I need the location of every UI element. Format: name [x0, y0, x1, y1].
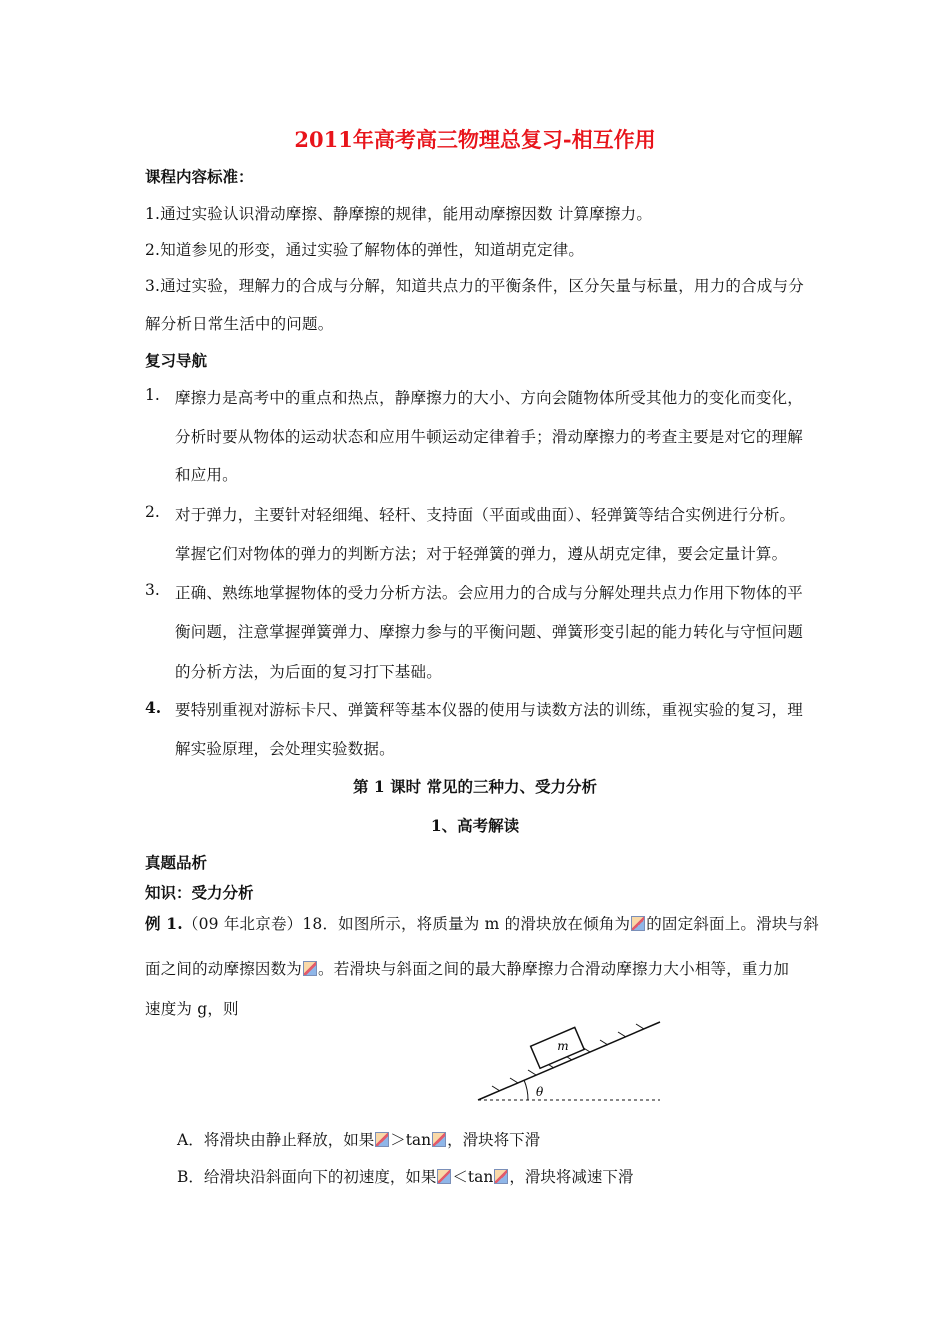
incline-figure	[470, 1020, 665, 1104]
mu-formula-image	[303, 961, 317, 976]
theta-formula-image	[494, 1169, 508, 1184]
lesson-subtitle: 1、高考解读	[430, 816, 520, 835]
example-text: （09 年北京卷）18．如图所示，将质量为 m 的滑块放在倾角为	[182, 915, 631, 933]
page-title: 2011年高考高三物理总复习-相互作用	[294, 127, 656, 152]
review-item-number: 4.	[145, 698, 162, 717]
mu-formula-image	[375, 1132, 389, 1147]
review-item-number: 3.	[145, 581, 160, 599]
angle-arc	[524, 1080, 528, 1100]
example-line	[145, 912, 819, 934]
mu-formula-image	[437, 1169, 451, 1184]
standards-item: 1.通过实验认识滑动摩擦、静摩擦的规律，能用动摩擦因数 计算摩擦力。	[145, 205, 653, 223]
review-item-line: 和应用。	[175, 466, 238, 484]
review-item-line: 分析时要从物体的运动状态和应用牛顿运动定律着手；滑动摩擦力的考查主要是对它的理解	[175, 428, 804, 446]
review-item-line: 衡问题，注意掌握弹簧弹力、摩擦力参与的平衡问题、弹簧形变引起的能力转化与守恒问题	[175, 623, 804, 641]
option-b: B．给滑块沿斜面向下的初速度，如果 ＜tan ，滑块将减速下滑	[177, 1168, 634, 1186]
example-line	[145, 957, 789, 979]
angle-label: θ	[536, 1085, 544, 1099]
standards-item: 2.知道参见的形变，通过实验了解物体的弹性，知道胡克定律。	[145, 241, 585, 259]
standards-item: 解分析日常生活中的问题。	[145, 315, 334, 333]
theta-formula-image	[432, 1132, 446, 1147]
review-item-line: 对于弹力，主要针对轻细绳、轻杆、支持面（平面或曲面）、轻弹簧等结合实例进行分析。	[175, 506, 796, 524]
knowledge-heading: 知识：受力分析	[145, 883, 254, 902]
review-item-line: 要特别重视对游标卡尺、弹簧秤等基本仪器的使用与读数方法的训练，重视实验的复习，理	[175, 701, 804, 719]
example-label: 例 1.	[145, 914, 183, 933]
theta-formula-image	[631, 916, 645, 931]
review-item-line: 解实验原理，会处理实验数据。	[175, 740, 395, 758]
review-heading: 复习导航	[145, 351, 208, 370]
review-item-line: 的分析方法，为后面的复习打下基础。	[175, 663, 442, 681]
option-a: A．将滑块由静止释放，如果 ＞tan ，滑块将下滑	[177, 1131, 541, 1149]
mass-label: m	[557, 1039, 569, 1053]
standards-heading: 课程内容标准：	[145, 167, 254, 186]
review-item-number: 2.	[145, 503, 160, 521]
example-text: 。若滑块与斜面之间的最大静摩擦力合滑动摩擦力大小相等，重力加	[318, 960, 790, 978]
review-item-number: 1.	[145, 386, 160, 404]
section-heading: 真题品析	[145, 853, 208, 872]
review-item-line: 掌握它们对物体的弹力的判断方法；对于轻弹簧的弹力，遵从胡克定律，要会定量计算。	[175, 545, 788, 563]
review-item-line: 摩擦力是高考中的重点和热点，静摩擦力的大小、方向会随物体所受其他力的变化而变化，	[175, 389, 804, 407]
review-item-line: 正确、熟练地掌握物体的受力分析方法。会应用力的合成与分解处理共点力作用下物体的平	[175, 584, 804, 602]
example-text: 面之间的动摩擦因数为	[145, 960, 303, 978]
example-text: 的固定斜面上。滑块与斜	[646, 915, 819, 933]
example-line: 速度为 g，则	[145, 1000, 239, 1018]
lesson-title: 第 1 课时 常见的三种力、受力分析	[353, 777, 597, 796]
standards-item: 3.通过实验，理解力的合成与分解，知道共点力的平衡条件，区分矢量与标量，用力的合成与分	[145, 277, 804, 295]
